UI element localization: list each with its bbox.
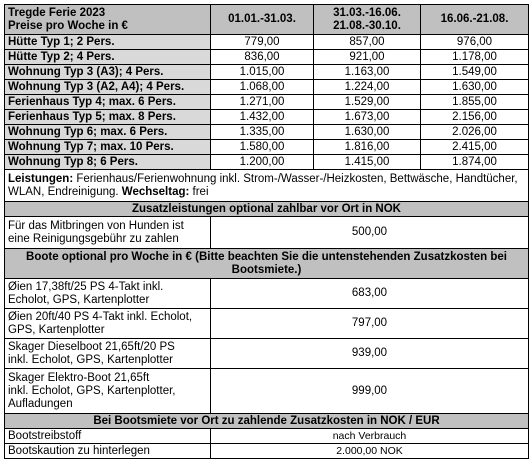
boat-price: 939,00 <box>211 339 529 369</box>
row-label: Wohnung Typ 3 (A2, A4); 4 Pers. <box>5 80 211 95</box>
boats-heading <box>5 249 529 279</box>
row-price-3: 976,00 <box>421 35 529 50</box>
row-price-3: 1.178,00 <box>421 50 529 65</box>
row-price-1: 1.200,00 <box>211 155 314 170</box>
table-row <box>5 444 529 459</box>
row-price-2: 1.816,00 <box>314 140 421 155</box>
header-period-3: 16.06.-21.08. <box>421 5 529 35</box>
price-table <box>4 4 529 459</box>
row-price-3: 2.415,00 <box>421 140 529 155</box>
row-label: Hütte Typ 1; 2 Pers. <box>5 35 211 50</box>
boat-label-line2: inkl. Echolot, GPS, Kartenplotter <box>8 353 173 366</box>
changeover-label: Wechseltag: <box>121 185 190 198</box>
row-price-3: 1.630,00 <box>421 80 529 95</box>
row-price-2: 1.224,00 <box>314 80 421 95</box>
table-row <box>5 309 529 339</box>
row-price-2: 1.163,00 <box>314 65 421 80</box>
table-row <box>5 125 529 140</box>
boat-label-line1: Øien 20ft/40 PS 4-Takt inkl. Echolot, <box>8 310 193 323</box>
boat-price: 999,00 <box>211 369 529 414</box>
row-label: Wohnung Typ 7; max. 10 Pers. <box>5 140 211 155</box>
row-price-1: 1.580,00 <box>211 140 314 155</box>
boat-label <box>5 279 211 309</box>
header-period-2 <box>314 5 421 35</box>
boat-price: 797,00 <box>211 309 529 339</box>
row-price-2: 1.529,00 <box>314 95 421 110</box>
boat-label-line1: Skager Elektro-Boot 21,65ft <box>8 371 150 384</box>
header-period-1: 01.01.-31.03. <box>211 5 314 35</box>
row-price-2: 857,00 <box>314 35 421 50</box>
boat-label-line2: Echolot, GPS, Kartenplotter <box>8 293 150 306</box>
deposit-label: Bootskaution zu hinterlegen <box>5 444 211 459</box>
boat-label <box>5 369 211 414</box>
fuel-value: nach Verbrauch <box>211 429 529 444</box>
row-price-2: 1.630,00 <box>314 125 421 140</box>
table-row <box>5 50 529 65</box>
row-price-2: 1.415,00 <box>314 155 421 170</box>
changeover-value: frei <box>189 185 209 198</box>
boat-label-line2: GPS, Kartenplotter <box>8 323 105 336</box>
table-row <box>5 65 529 80</box>
row-price-2: 1.673,00 <box>314 110 421 125</box>
row-price-1: 1.271,00 <box>211 95 314 110</box>
section-heading-row <box>5 414 529 429</box>
row-price-3: 1.855,00 <box>421 95 529 110</box>
header-period-2-line1: 31.03.-16.06. <box>333 6 401 19</box>
row-price-3: 1.874,00 <box>421 155 529 170</box>
table-row <box>5 155 529 170</box>
header-title <box>5 5 211 35</box>
boat-label-line1: Øien 17,38ft/25 PS 4-Takt inkl. <box>8 280 164 293</box>
section-heading-row <box>5 249 529 279</box>
boat-extras-heading: Bei Bootsmiete vor Ort zu zahlende Zusatzkosten in NOK / EUR <box>5 414 529 429</box>
table-row <box>5 339 529 369</box>
boat-label <box>5 339 211 369</box>
boats-heading-line1: Boote optional pro Woche in € (Bitte beachten Sie die untenstehenden Zusatzkosten bei <box>26 250 507 263</box>
dog-fee-label-line2: eine Reinigungsgebühr zu zahlen <box>8 232 179 245</box>
dog-fee-label <box>5 217 211 249</box>
boat-label-line3: Aufladungen <box>8 397 73 410</box>
table-row <box>5 35 529 50</box>
header-title-line2: Preise pro Woche in € <box>8 19 128 32</box>
header-period-2-line2: 21.08.-30.10. <box>333 19 401 32</box>
header-title-line1: Tregde Ferie 2023 <box>8 6 106 19</box>
table-row <box>5 140 529 155</box>
services-text: Ferienhaus/Ferienwohnung inkl. Strom-/Wasser-/Heizkosten, Bettwäsche, Handtücher, WLAN, Endreinigung. <box>8 172 518 198</box>
row-price-1: 1.432,00 <box>211 110 314 125</box>
row-label: Ferienhaus Typ 4; max. 6 Pers. <box>5 95 211 110</box>
boat-label <box>5 309 211 339</box>
row-price-1: 1.068,00 <box>211 80 314 95</box>
table-row <box>5 429 529 444</box>
boat-label-line1: Skager Dieselboot 21,65ft/20 PS <box>8 340 175 353</box>
row-price-1: 779,00 <box>211 35 314 50</box>
services-cell <box>5 170 529 202</box>
boats-heading-line2: Bootsmiete.) <box>231 263 302 276</box>
boat-label-line2: inkl. Echolot, GPS, Kartenplotter, <box>8 384 176 397</box>
row-label: Wohnung Typ 3 (A3); 4 Pers. <box>5 65 211 80</box>
table-row <box>5 217 529 249</box>
table-row <box>5 80 529 95</box>
table-row <box>5 279 529 309</box>
dog-fee-label-line1: Für das Mitbringen von Hunden ist <box>8 219 184 232</box>
row-price-3: 2.156,00 <box>421 110 529 125</box>
row-label: Ferienhaus Typ 5; max. 8 Pers. <box>5 110 211 125</box>
row-label: Hütte Typ 2; 4 Pers. <box>5 50 211 65</box>
table-row <box>5 110 529 125</box>
services-row <box>5 170 529 202</box>
row-price-3: 1.549,00 <box>421 65 529 80</box>
deposit-value: 2.000,00 NOK <box>211 444 529 459</box>
row-price-3: 2.026,00 <box>421 125 529 140</box>
table-row <box>5 369 529 414</box>
row-price-1: 836,00 <box>211 50 314 65</box>
dog-fee-price: 500,00 <box>211 217 529 249</box>
row-price-1: 1.335,00 <box>211 125 314 140</box>
extras-heading: Zusatzleistungen optional zahlbar vor Ort in NOK <box>5 202 529 217</box>
table-header-row <box>5 5 529 35</box>
services-label: Leistungen: <box>8 172 74 185</box>
boat-price: 683,00 <box>211 279 529 309</box>
table-row <box>5 95 529 110</box>
row-label: Wohnung Typ 6; max. 6 Pers. <box>5 125 211 140</box>
row-label: Wohnung Typ 8; 6 Pers. <box>5 155 211 170</box>
section-heading-row <box>5 202 529 217</box>
row-price-1: 1.015,00 <box>211 65 314 80</box>
fuel-label: Bootstreibstoff <box>5 429 211 444</box>
row-price-2: 921,00 <box>314 50 421 65</box>
